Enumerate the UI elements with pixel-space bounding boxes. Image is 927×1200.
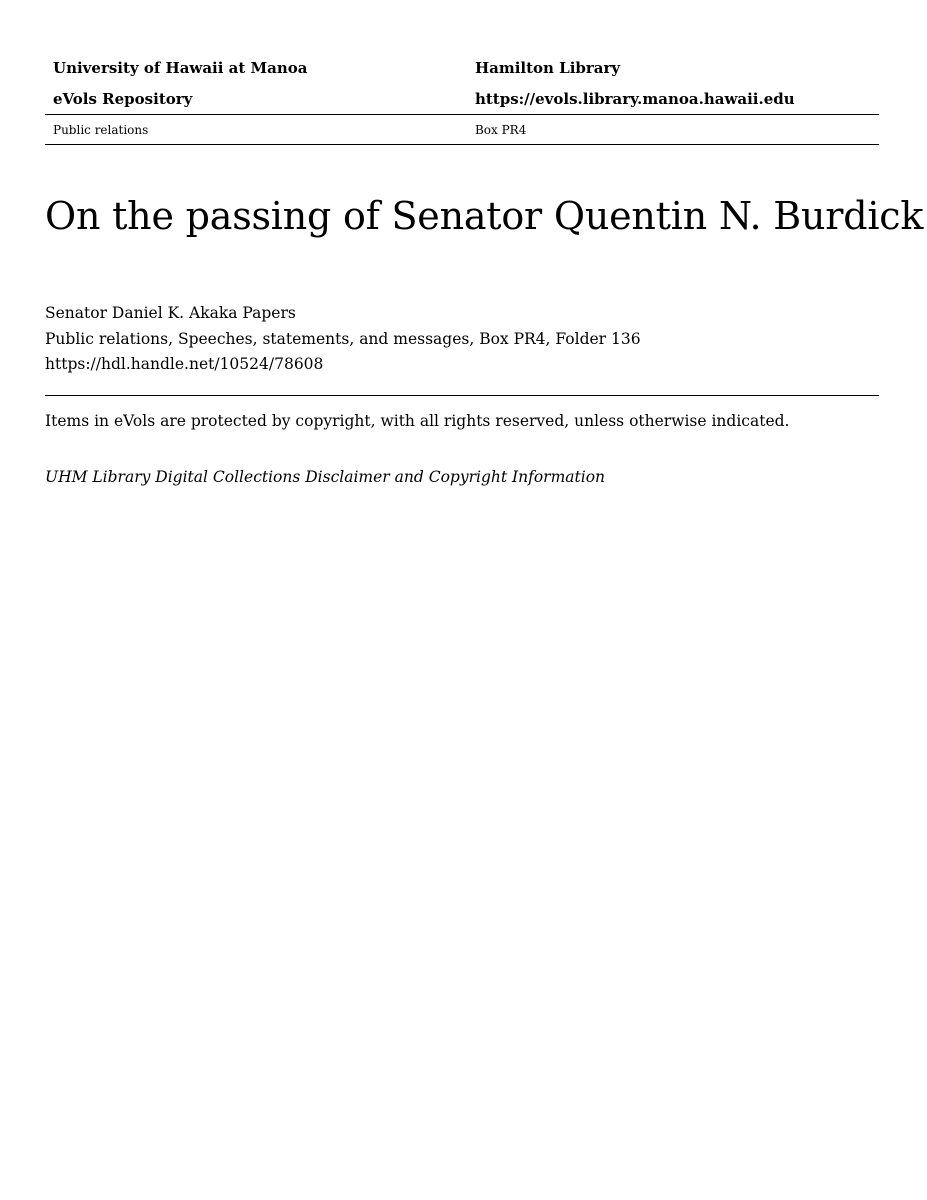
institution-name: University of Hawaii at Manoa [53, 58, 308, 77]
header-row-1 [45, 52, 879, 83]
document-title: On the passing of Senator Quentin N. Burdick [45, 194, 924, 238]
header-rule-bottom [45, 144, 879, 145]
handle-link[interactable]: https://hdl.handle.net/10524/78608 [45, 355, 324, 373]
series-label: Public relations [53, 122, 149, 137]
box-label: Box PR4 [474, 122, 527, 137]
section-divider [45, 395, 879, 396]
disclaimer-link[interactable]: UHM Library Digital Collections Disclaimer and Copyright Information [45, 468, 606, 486]
header-row-2 [45, 83, 879, 114]
collection-name: Senator Daniel K. Akaka Papers [45, 304, 296, 322]
document-metadata [45, 301, 641, 378]
library-name: Hamilton Library [474, 58, 621, 77]
folder-location: Public relations, Speeches, statements, and messages, Box PR4, Folder 136 [45, 329, 641, 348]
header-row-3 [45, 115, 879, 144]
copyright-notice: Items in eVols are protected by copyright, with all rights reserved, unless otherwise indicated. [45, 412, 790, 430]
document-header [45, 52, 879, 145]
repository-name: eVols Repository [53, 89, 193, 108]
repository-url-link[interactable]: https://evols.library.manoa.hawaii.edu [474, 89, 795, 108]
